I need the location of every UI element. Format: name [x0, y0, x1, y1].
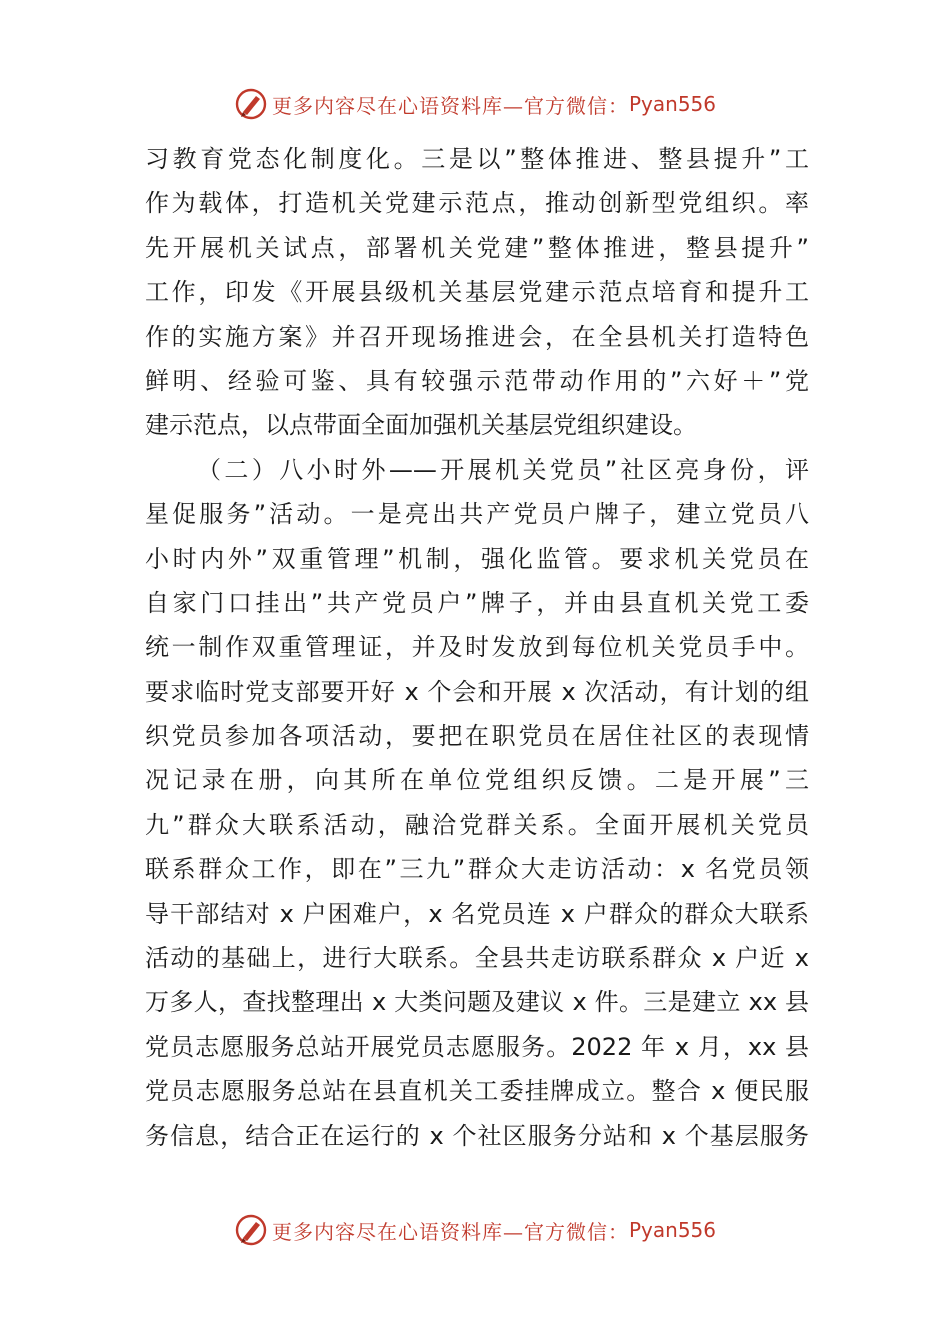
- body-line: 工作，印发《开展县级机关基层党建示范点培育和提升工: [145, 278, 809, 307]
- body-line: 要求临时党支部要开好 x 个会和开展 x 次活动，有计划的组: [145, 677, 809, 706]
- document-body: [145, 137, 809, 1158]
- body-line: 作的实施方案》并召开现场推进会，在全县机关打造特色: [145, 322, 809, 351]
- body-line: 星促服务”活动。一是亮出共产党员户牌子，建立党员八: [145, 500, 809, 529]
- body-line: 织党员参加各项活动，要把在职党员在居住社区的表现情: [145, 722, 809, 751]
- pen-logo-icon: [234, 87, 268, 121]
- body-line: 务信息，结合正在运行的 x 个社区服务分站和 x 个基层服务: [145, 1121, 809, 1150]
- header-watermark-text: 更多内容尽在心语资料库—官方微信：: [271, 93, 629, 118]
- footer-watermark-text: 更多内容尽在心语资料库—官方微信：: [271, 1219, 629, 1244]
- body-line: 联系群众工作，即在”三九”群众大走访活动：x 名党员领: [145, 855, 809, 884]
- body-line: 导干部结对 x 户困难户，x 名党员连 x 户群众的群众大联系: [145, 899, 809, 928]
- body-line: 鲜明、经验可鉴、具有较强示范带动作用的”六好＋”党: [145, 366, 809, 395]
- body-line: （二）八小时外——开展机关党员”社区亮身份，评: [197, 455, 809, 484]
- footer-watermark: [0, 1210, 950, 1250]
- footer-watermark-handle: Pyan556: [628, 1218, 716, 1242]
- body-line: 小时内外”双重管理”机制，强化监管。要求机关党员在: [145, 544, 809, 573]
- body-line: 况记录在册，向其所在单位党组织反馈。二是开展”三: [145, 766, 809, 795]
- header-watermark: [0, 84, 950, 124]
- body-line: 党员志愿服务总站开展党员志愿服务。2022 年 x 月，xx 县: [145, 1032, 809, 1061]
- body-line: 自家门口挂出”共产党员户”牌子，并由县直机关党工委: [145, 588, 809, 617]
- pen-logo-icon: [234, 1213, 268, 1247]
- body-line: 建示范点，以点带面全面加强机关基层党组织建设。: [145, 411, 697, 440]
- body-line: 习教育党态化制度化。三是以”整体推进、整县提升”工: [145, 145, 809, 173]
- body-line: 九”群众大联系活动，融洽党群关系。全面开展机关党员: [145, 810, 809, 839]
- body-line: 万多人，查找整理出 x 大类问题及建议 x 件。三是建立 xx 县: [145, 988, 809, 1017]
- body-line: 先开展机关试点，部署机关党建”整体推进，整县提升”: [145, 233, 809, 262]
- body-line: 党员志愿服务总站在县直机关工委挂牌成立。整合 x 便民服: [145, 1077, 809, 1106]
- body-line: 作为载体，打造机关党建示范点，推动创新型党组织。率: [145, 189, 809, 218]
- header-watermark-handle: Pyan556: [628, 92, 716, 116]
- body-line: 活动的基础上，进行大联系。全县共走访联系群众 x 户近 x: [145, 944, 809, 973]
- body-line: 统一制作双重管理证，并及时发放到每位机关党员手中。: [145, 633, 809, 662]
